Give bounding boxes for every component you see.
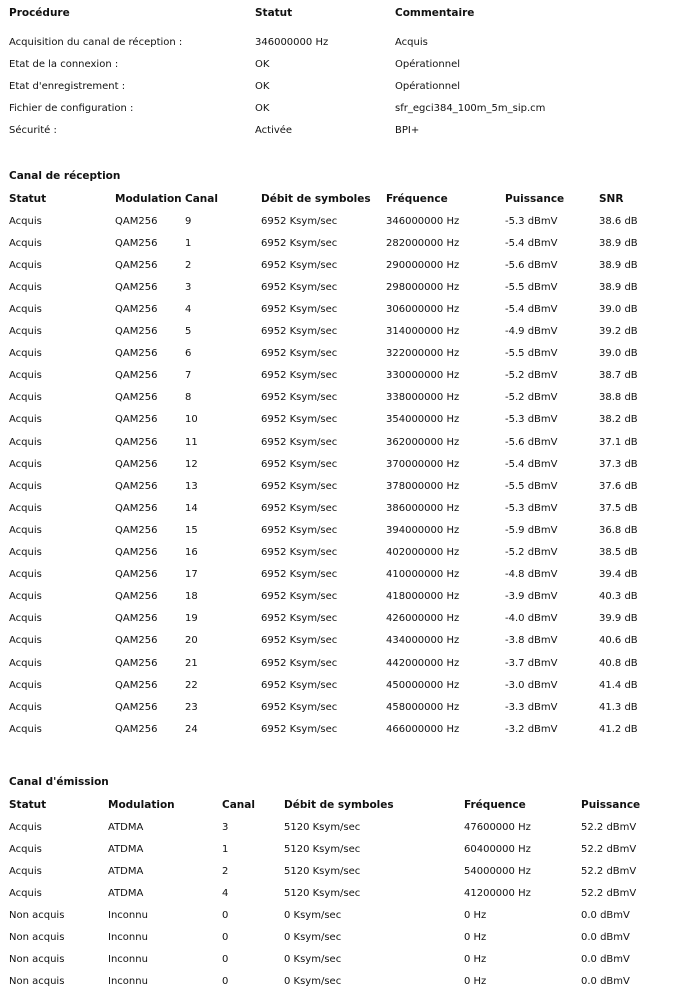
modulation-cell: QAM256 — [115, 458, 158, 470]
snr-cell: 38.7 dB — [599, 370, 638, 382]
table-row — [9, 97, 665, 119]
channel-cell: 12 — [185, 458, 198, 470]
snr-cell: 38.9 dB — [599, 281, 638, 293]
symbol-rate-cell: 5120 Ksym/sec — [284, 887, 361, 899]
snr-cell: 37.5 dB — [599, 502, 638, 514]
table-row — [9, 971, 665, 993]
symbol-rate-cell: 6952 Ksym/sec — [261, 326, 338, 338]
power-cell: -3.2 dBmV — [505, 723, 558, 735]
power-cell: -5.3 dBmV — [505, 502, 558, 514]
modulation-cell: QAM256 — [115, 502, 158, 514]
modulation-cell: QAM256 — [115, 524, 158, 536]
status-cell: Acquis — [9, 865, 42, 877]
frequency-cell: 0 Hz — [464, 910, 487, 922]
modulation-cell: Inconnu — [108, 976, 148, 988]
header-comment: Commentaire — [395, 7, 475, 19]
status-cell: Acquis — [9, 701, 42, 713]
header-snr: SNR — [599, 193, 624, 206]
power-cell: -4.9 dBmV — [505, 326, 558, 338]
table-row — [9, 718, 665, 740]
status-cell: OK — [255, 80, 270, 92]
table-row — [9, 453, 665, 475]
header-frequency: Fréquence — [464, 799, 526, 812]
power-cell: -5.9 dBmV — [505, 524, 558, 536]
channel-cell: 24 — [185, 723, 198, 735]
frequency-cell: 314000000 Hz — [386, 326, 460, 338]
downstream-table — [9, 188, 665, 740]
symbol-rate-cell: 0 Ksym/sec — [284, 910, 342, 922]
modulation-cell: Inconnu — [108, 932, 148, 944]
frequency-cell: 41200000 Hz — [464, 887, 531, 899]
frequency-cell: 54000000 Hz — [464, 865, 531, 877]
status-cell: 346000000 Hz — [255, 36, 329, 48]
frequency-cell: 466000000 Hz — [386, 723, 460, 735]
power-cell: -5.2 dBmV — [505, 547, 558, 559]
power-cell: -4.8 dBmV — [505, 569, 558, 581]
power-cell: -5.4 dBmV — [505, 304, 558, 316]
procedure-cell: Acquisition du canal de réception : — [9, 36, 183, 48]
status-cell: Acquis — [9, 304, 42, 316]
channel-cell: 21 — [185, 657, 198, 669]
status-cell: Acquis — [9, 843, 42, 855]
table-row — [9, 860, 665, 882]
status-cell: Acquis — [9, 414, 42, 426]
table-row — [9, 365, 665, 387]
comment-cell: Opérationnel — [395, 58, 461, 70]
modulation-cell: QAM256 — [115, 480, 158, 492]
table-row — [9, 904, 665, 926]
table-row — [9, 630, 665, 652]
modulation-cell: QAM256 — [115, 679, 158, 691]
snr-cell: 40.6 dB — [599, 635, 638, 647]
power-cell: -3.7 dBmV — [505, 657, 558, 669]
procedure-header-row — [9, 2, 665, 31]
status-cell: Acquis — [9, 370, 42, 382]
symbol-rate-cell: 6952 Ksym/sec — [261, 547, 338, 559]
table-row — [9, 949, 665, 971]
snr-cell: 36.8 dB — [599, 524, 638, 536]
symbol-rate-cell: 0 Ksym/sec — [284, 976, 342, 988]
channel-cell: 1 — [185, 237, 192, 249]
downstream-title: Canal de réception — [9, 170, 121, 182]
channel-cell: 0 — [222, 976, 229, 988]
frequency-cell: 370000000 Hz — [386, 458, 460, 470]
status-cell: Non acquis — [9, 976, 65, 988]
modulation-cell: QAM256 — [115, 701, 158, 713]
table-row — [9, 31, 665, 53]
snr-cell: 39.4 dB — [599, 569, 638, 581]
snr-cell: 39.2 dB — [599, 326, 638, 338]
procedure-cell: Etat de la connexion : — [9, 58, 119, 70]
modulation-cell: QAM256 — [115, 657, 158, 669]
header-status: Statut — [9, 193, 47, 206]
symbol-rate-cell: 6952 Ksym/sec — [261, 723, 338, 735]
table-row — [9, 497, 665, 519]
channel-cell: 4 — [222, 887, 229, 899]
frequency-cell: 442000000 Hz — [386, 657, 460, 669]
status-cell: Non acquis — [9, 932, 65, 944]
header-status: Statut — [9, 799, 47, 812]
table-row — [9, 882, 665, 904]
frequency-cell: 458000000 Hz — [386, 701, 460, 713]
modulation-cell: ATDMA — [108, 887, 144, 899]
table-row — [9, 927, 665, 949]
table-row — [9, 343, 665, 365]
frequency-cell: 298000000 Hz — [386, 281, 460, 293]
status-cell: Acquis — [9, 458, 42, 470]
power-cell: -3.8 dBmV — [505, 635, 558, 647]
modulation-cell: QAM256 — [115, 237, 158, 249]
channel-cell: 15 — [185, 524, 198, 536]
symbol-rate-cell: 5120 Ksym/sec — [284, 843, 361, 855]
modulation-cell: ATDMA — [108, 865, 144, 877]
modulation-cell: QAM256 — [115, 326, 158, 338]
frequency-cell: 0 Hz — [464, 976, 487, 988]
symbol-rate-cell: 6952 Ksym/sec — [261, 569, 338, 581]
symbol-rate-cell: 6952 Ksym/sec — [261, 414, 338, 426]
upstream-table — [9, 794, 665, 993]
table-row — [9, 75, 665, 97]
status-cell: Acquis — [9, 480, 42, 492]
status-cell: Acquis — [9, 436, 42, 448]
table-row — [9, 608, 665, 630]
status-cell: Acquis — [9, 887, 42, 899]
frequency-cell: 426000000 Hz — [386, 613, 460, 625]
upstream-rows — [9, 816, 665, 993]
table-row — [9, 586, 665, 608]
symbol-rate-cell: 6952 Ksym/sec — [261, 524, 338, 536]
channel-cell: 5 — [185, 326, 192, 338]
snr-cell: 38.8 dB — [599, 392, 638, 404]
table-row — [9, 232, 665, 254]
modulation-cell: Inconnu — [108, 954, 148, 966]
modulation-cell: QAM256 — [115, 569, 158, 581]
table-row — [9, 298, 665, 320]
channel-cell: 0 — [222, 932, 229, 944]
header-power: Puissance — [505, 193, 565, 206]
frequency-cell: 0 Hz — [464, 954, 487, 966]
channel-cell: 23 — [185, 701, 198, 713]
channel-cell: 3 — [185, 281, 192, 293]
frequency-cell: 60400000 Hz — [464, 843, 531, 855]
symbol-rate-cell: 6952 Ksym/sec — [261, 458, 338, 470]
symbol-rate-cell: 6952 Ksym/sec — [261, 304, 338, 316]
table-row — [9, 816, 665, 838]
snr-cell: 40.8 dB — [599, 657, 638, 669]
symbol-rate-cell: 6952 Ksym/sec — [261, 237, 338, 249]
channel-cell: 20 — [185, 635, 198, 647]
status-cell: Acquis — [9, 635, 42, 647]
symbol-rate-cell: 6952 Ksym/sec — [261, 502, 338, 514]
symbol-rate-cell: 6952 Ksym/sec — [261, 679, 338, 691]
comment-cell: Opérationnel — [395, 80, 461, 92]
symbol-rate-cell: 6952 Ksym/sec — [261, 215, 338, 227]
symbol-rate-cell: 6952 Ksym/sec — [261, 281, 338, 293]
frequency-cell: 362000000 Hz — [386, 436, 460, 448]
channel-cell: 0 — [222, 910, 229, 922]
status-cell: Acquis — [9, 259, 42, 271]
status-cell: Acquis — [9, 392, 42, 404]
snr-cell: 38.2 dB — [599, 414, 638, 426]
modulation-cell: QAM256 — [115, 414, 158, 426]
symbol-rate-cell: 6952 Ksym/sec — [261, 348, 338, 360]
modulation-cell: Inconnu — [108, 910, 148, 922]
frequency-cell: 354000000 Hz — [386, 414, 460, 426]
snr-cell: 39.0 dB — [599, 304, 638, 316]
status-cell: Activée — [255, 124, 293, 136]
snr-cell: 41.4 dB — [599, 679, 638, 691]
power-cell: 0.0 dBmV — [581, 932, 630, 944]
snr-cell: 39.0 dB — [599, 348, 638, 360]
power-cell: -5.6 dBmV — [505, 436, 558, 448]
table-row — [9, 254, 665, 276]
header-symbol-rate: Débit de symboles — [261, 193, 371, 206]
channel-cell: 10 — [185, 414, 198, 426]
power-cell: -5.2 dBmV — [505, 392, 558, 404]
channel-cell: 2 — [222, 865, 229, 877]
power-cell: 0.0 dBmV — [581, 954, 630, 966]
upstream-title: Canal d'émission — [9, 776, 109, 788]
channel-cell: 4 — [185, 304, 192, 316]
procedure-cell: Etat d'enregistrement : — [9, 80, 126, 92]
frequency-cell: 402000000 Hz — [386, 547, 460, 559]
status-cell: Acquis — [9, 502, 42, 514]
snr-cell: 38.6 dB — [599, 215, 638, 227]
table-row — [9, 564, 665, 586]
power-cell: -5.4 dBmV — [505, 458, 558, 470]
symbol-rate-cell: 6952 Ksym/sec — [261, 392, 338, 404]
frequency-cell: 434000000 Hz — [386, 635, 460, 647]
comment-cell: sfr_egci384_100m_5m_sip.cm — [395, 102, 546, 114]
channel-cell: 16 — [185, 547, 198, 559]
header-frequency: Fréquence — [386, 193, 448, 206]
snr-cell: 40.3 dB — [599, 591, 638, 603]
channel-cell: 18 — [185, 591, 198, 603]
header-status: Statut — [255, 7, 293, 19]
symbol-rate-cell: 0 Ksym/sec — [284, 954, 342, 966]
power-cell: 52.2 dBmV — [581, 887, 637, 899]
header-modulation: Modulation — [108, 799, 175, 812]
table-row — [9, 53, 665, 75]
modulation-cell: QAM256 — [115, 723, 158, 735]
power-cell: 0.0 dBmV — [581, 976, 630, 988]
status-cell: Non acquis — [9, 954, 65, 966]
table-row — [9, 674, 665, 696]
table-row — [9, 321, 665, 343]
snr-cell: 41.2 dB — [599, 723, 638, 735]
table-row — [9, 542, 665, 564]
symbol-rate-cell: 6952 Ksym/sec — [261, 370, 338, 382]
header-channel: Canal — [185, 193, 218, 206]
status-cell: Acquis — [9, 613, 42, 625]
frequency-cell: 282000000 Hz — [386, 237, 460, 249]
power-cell: -3.9 dBmV — [505, 591, 558, 603]
modulation-cell: QAM256 — [115, 613, 158, 625]
snr-cell: 38.9 dB — [599, 237, 638, 249]
modulation-cell: QAM256 — [115, 259, 158, 271]
status-cell: Acquis — [9, 821, 42, 833]
frequency-cell: 306000000 Hz — [386, 304, 460, 316]
status-cell: Acquis — [9, 569, 42, 581]
channel-cell: 11 — [185, 436, 198, 448]
table-row — [9, 475, 665, 497]
status-cell: Acquis — [9, 281, 42, 293]
modulation-cell: QAM256 — [115, 392, 158, 404]
modulation-cell: QAM256 — [115, 547, 158, 559]
symbol-rate-cell: 0 Ksym/sec — [284, 932, 342, 944]
modulation-cell: ATDMA — [108, 843, 144, 855]
frequency-cell: 47600000 Hz — [464, 821, 531, 833]
comment-cell: BPI+ — [395, 124, 420, 136]
symbol-rate-cell: 6952 Ksym/sec — [261, 613, 338, 625]
status-cell: Acquis — [9, 237, 42, 249]
table-row — [9, 387, 665, 409]
frequency-cell: 322000000 Hz — [386, 348, 460, 360]
modulation-cell: QAM256 — [115, 215, 158, 227]
channel-cell: 1 — [222, 843, 229, 855]
status-cell: OK — [255, 102, 270, 114]
frequency-cell: 0 Hz — [464, 932, 487, 944]
channel-cell: 2 — [185, 259, 192, 271]
channel-cell: 22 — [185, 679, 198, 691]
status-cell: Acquis — [9, 547, 42, 559]
power-cell: -3.0 dBmV — [505, 679, 558, 691]
snr-cell: 37.6 dB — [599, 480, 638, 492]
symbol-rate-cell: 6952 Ksym/sec — [261, 259, 338, 271]
channel-cell: 6 — [185, 348, 192, 360]
snr-cell: 39.9 dB — [599, 613, 638, 625]
channel-cell: 7 — [185, 370, 192, 382]
frequency-cell: 378000000 Hz — [386, 480, 460, 492]
snr-cell: 37.3 dB — [599, 458, 638, 470]
procedure-rows — [9, 31, 665, 141]
header-channel: Canal — [222, 799, 255, 812]
status-cell: Acquis — [9, 657, 42, 669]
modulation-cell: QAM256 — [115, 591, 158, 603]
table-row — [9, 431, 665, 453]
symbol-rate-cell: 5120 Ksym/sec — [284, 865, 361, 877]
frequency-cell: 386000000 Hz — [386, 502, 460, 514]
channel-cell: 14 — [185, 502, 198, 514]
frequency-cell: 410000000 Hz — [386, 569, 460, 581]
channel-cell: 13 — [185, 480, 198, 492]
channel-cell: 19 — [185, 613, 198, 625]
modulation-cell: QAM256 — [115, 370, 158, 382]
header-modulation: Modulation — [115, 193, 182, 206]
comment-cell: Acquis — [395, 36, 428, 48]
power-cell: -5.5 dBmV — [505, 348, 558, 360]
snr-cell: 37.1 dB — [599, 436, 638, 448]
table-row — [9, 838, 665, 860]
table-row — [9, 409, 665, 431]
status-cell: OK — [255, 58, 270, 70]
status-cell: Acquis — [9, 591, 42, 603]
status-cell: Acquis — [9, 326, 42, 338]
frequency-cell: 330000000 Hz — [386, 370, 460, 382]
channel-cell: 8 — [185, 392, 192, 404]
symbol-rate-cell: 6952 Ksym/sec — [261, 436, 338, 448]
channel-cell: 0 — [222, 954, 229, 966]
snr-cell: 38.5 dB — [599, 547, 638, 559]
header-power: Puissance — [581, 799, 641, 812]
table-row — [9, 519, 665, 541]
power-cell: -5.2 dBmV — [505, 370, 558, 382]
frequency-cell: 290000000 Hz — [386, 259, 460, 271]
table-row — [9, 652, 665, 674]
frequency-cell: 338000000 Hz — [386, 392, 460, 404]
power-cell: -5.3 dBmV — [505, 215, 558, 227]
snr-cell: 38.9 dB — [599, 259, 638, 271]
header-procedure: Procédure — [9, 7, 70, 19]
power-cell: 52.2 dBmV — [581, 843, 637, 855]
status-cell: Non acquis — [9, 910, 65, 922]
procedure-table — [9, 2, 665, 141]
status-cell: Acquis — [9, 348, 42, 360]
modulation-cell: QAM256 — [115, 281, 158, 293]
power-cell: -5.4 dBmV — [505, 237, 558, 249]
snr-cell: 41.3 dB — [599, 701, 638, 713]
status-cell: Acquis — [9, 524, 42, 536]
procedure-cell: Sécurité : — [9, 124, 57, 136]
status-cell: Acquis — [9, 215, 42, 227]
header-symbol-rate: Débit de symboles — [284, 799, 394, 812]
power-cell: -5.5 dBmV — [505, 281, 558, 293]
symbol-rate-cell: 6952 Ksym/sec — [261, 591, 338, 603]
modulation-cell: ATDMA — [108, 821, 144, 833]
procedure-cell: Fichier de configuration : — [9, 102, 134, 114]
power-cell: -3.3 dBmV — [505, 701, 558, 713]
downstream-header-row — [9, 188, 665, 210]
modulation-cell: QAM256 — [115, 436, 158, 448]
channel-cell: 3 — [222, 821, 229, 833]
frequency-cell: 394000000 Hz — [386, 524, 460, 536]
upstream-header-row — [9, 794, 665, 816]
power-cell: -4.0 dBmV — [505, 613, 558, 625]
table-row — [9, 119, 665, 141]
modulation-cell: QAM256 — [115, 348, 158, 360]
symbol-rate-cell: 5120 Ksym/sec — [284, 821, 361, 833]
downstream-rows — [9, 210, 665, 740]
table-row — [9, 210, 665, 232]
power-cell: 0.0 dBmV — [581, 910, 630, 922]
symbol-rate-cell: 6952 Ksym/sec — [261, 657, 338, 669]
symbol-rate-cell: 6952 Ksym/sec — [261, 701, 338, 713]
symbol-rate-cell: 6952 Ksym/sec — [261, 480, 338, 492]
frequency-cell: 450000000 Hz — [386, 679, 460, 691]
power-cell: -5.6 dBmV — [505, 259, 558, 271]
status-cell: Acquis — [9, 679, 42, 691]
frequency-cell: 418000000 Hz — [386, 591, 460, 603]
status-cell: Acquis — [9, 723, 42, 735]
power-cell: -5.3 dBmV — [505, 414, 558, 426]
symbol-rate-cell: 6952 Ksym/sec — [261, 635, 338, 647]
power-cell: -5.5 dBmV — [505, 480, 558, 492]
channel-cell: 17 — [185, 569, 198, 581]
table-row — [9, 696, 665, 718]
power-cell: 52.2 dBmV — [581, 821, 637, 833]
channel-cell: 9 — [185, 215, 192, 227]
table-row — [9, 276, 665, 298]
modulation-cell: QAM256 — [115, 635, 158, 647]
modulation-cell: QAM256 — [115, 304, 158, 316]
frequency-cell: 346000000 Hz — [386, 215, 460, 227]
power-cell: 52.2 dBmV — [581, 865, 637, 877]
